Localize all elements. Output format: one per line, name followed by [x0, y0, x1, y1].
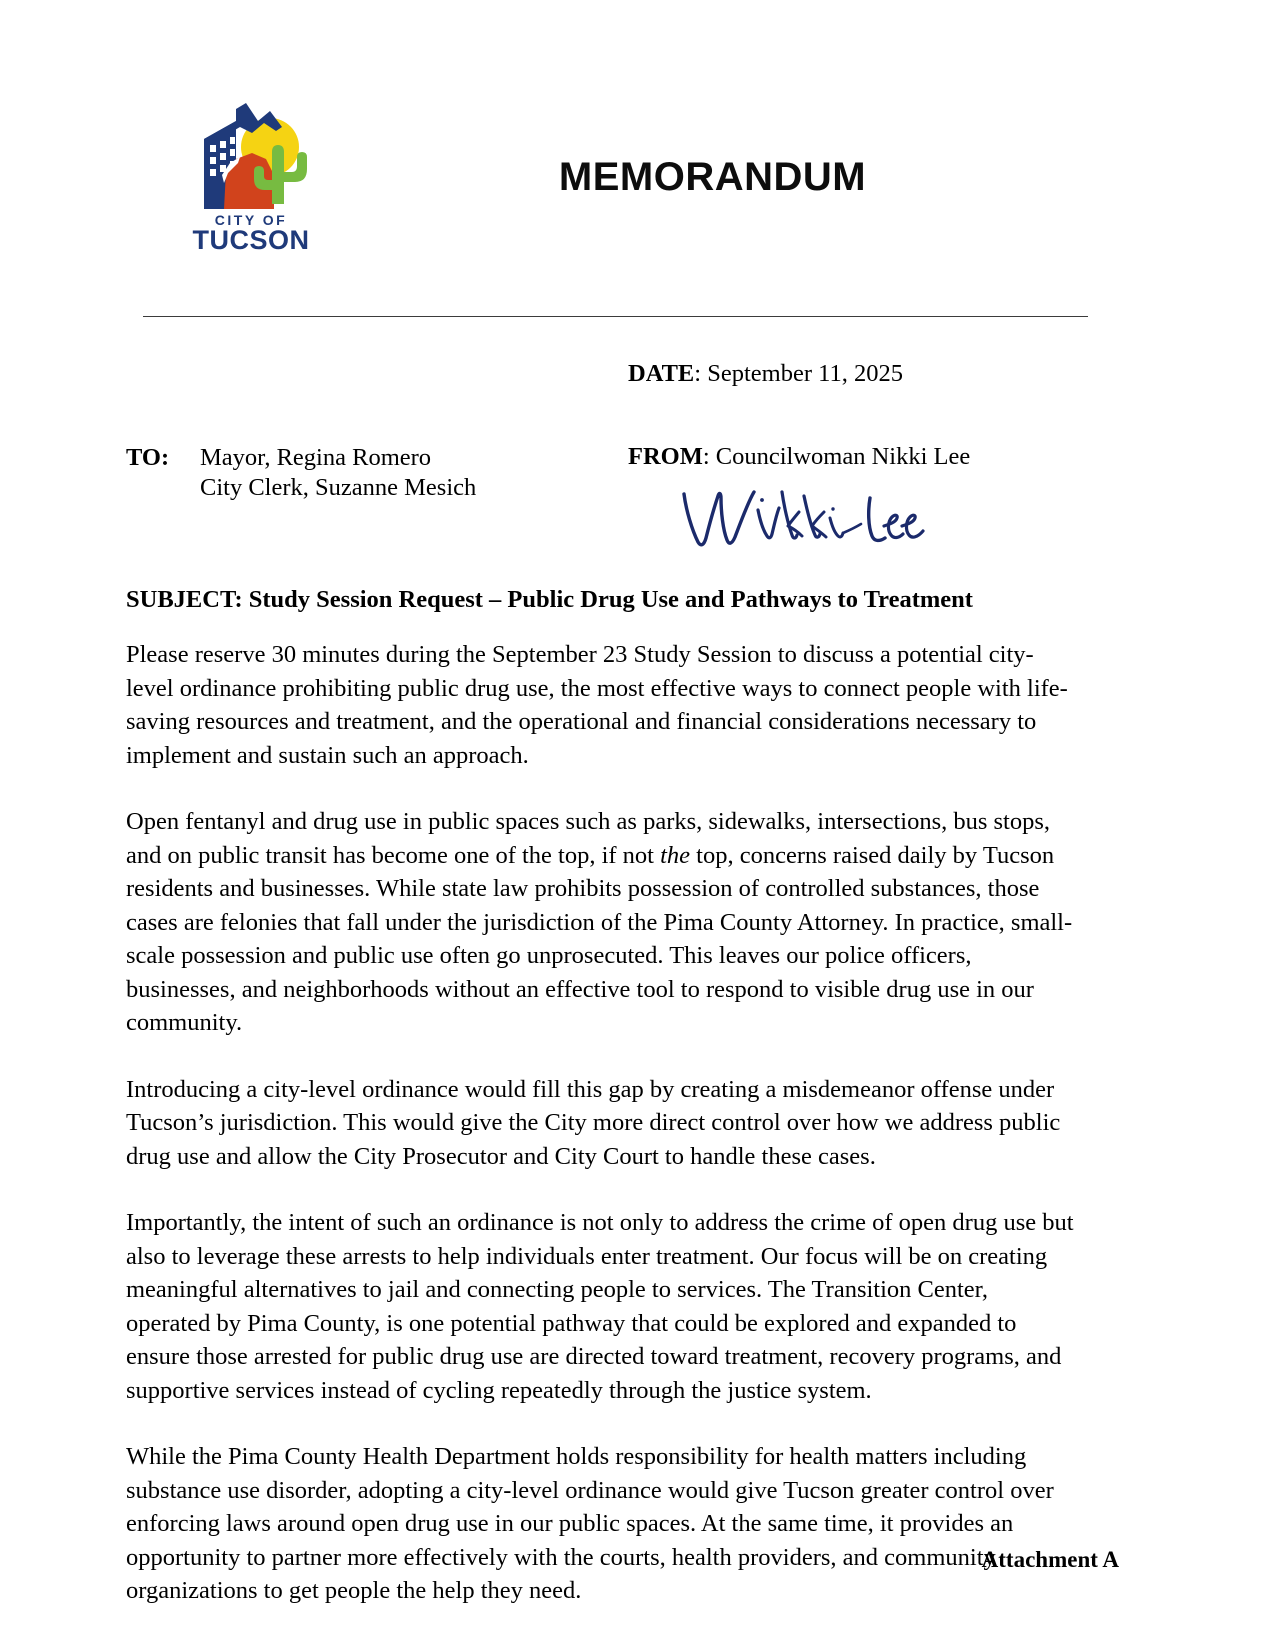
date-line: [628, 360, 903, 388]
header-divider: [143, 316, 1088, 317]
from-value: Councilwoman Nikki Lee: [715, 443, 971, 470]
logo-tucson-text: TUCSON: [192, 225, 310, 252]
body-paragraph-2-emphasis: the: [660, 841, 691, 869]
from-colon: :: [702, 443, 716, 470]
attachment-label: Attachment A: [981, 1547, 1119, 1572]
to-label: TO:: [126, 444, 170, 471]
memo-header: [0, 0, 1265, 252]
from-line: [628, 443, 970, 471]
body-paragraph-3: Introducing a city-level ordinance would fill this gap by creating a misdemeanor offense under Tucson’s jurisdiction. This would give the City more direct control over how we address public drug use and allow the City Prosecutor and City Court to handle these cases.: [126, 1075, 1061, 1170]
body-paragraph-1: Please reserve 30 minutes during the September 23 Study Session to discuss a potential city-level ordinance prohibiting public drug use, the most effective ways to connect people with life-saving resources and treatment, and the operational and financial considerations necessary to implement and sustain such an approach.: [126, 641, 1068, 769]
to-block: [126, 443, 476, 503]
from-label: FROM: [628, 443, 703, 470]
page-title: MEMORANDUM: [558, 155, 867, 199]
to-recipient-2: City Clerk, Suzanne Mesich: [200, 474, 477, 501]
date-value: September 11, 2025: [707, 360, 903, 387]
to-row-1: [126, 443, 476, 473]
subject-line: SUBJECT: Study Session Request – Public Drug Use and Pathways to Treatment: [126, 586, 973, 613]
signature-image: [678, 486, 928, 554]
date-colon: :: [694, 360, 708, 387]
date-label: DATE: [628, 360, 695, 387]
to-row-2: [126, 473, 476, 503]
memo-body: [126, 638, 1074, 1608]
body-paragraph-2: [126, 805, 1074, 1040]
logo-city-of-text: CITY OF: [214, 212, 288, 228]
body-paragraph-2-part2: top, concerns raised daily by Tucson residents and businesses. While state law prohibits possession of controlled substances, those cases are felonies that fall under the jurisdiction of the Pima County Attorney. In practice, small-scale possession and public use often go unprosecuted. This leaves our police officers, businesses, and neighborhoods without an effective tool to respond to visible drug use in our community.: [126, 841, 1073, 1036]
to-recipient-1: Mayor, Regina Romero: [200, 444, 432, 471]
body-paragraph-2-part1: Open fentanyl and drug use in public spaces such as parks, sidewalks, intersections, bus stops, and on public transit has become one of the top, if not: [126, 808, 1051, 869]
to-label-spacer: [126, 473, 200, 503]
body-paragraph-5: While the Pima County Health Department holds responsibility for health matters including substance use disorder, adopting a city-level ordinance would give Tucson greater control over enforcing laws around open drug use in our public spaces. At the same time, it provides an opportunity to partner more effectively with the courts, health providers, and community organizations to get people the help they need.: [126, 1443, 1054, 1604]
body-paragraph-4: Importantly, the intent of such an ordinance is not only to address the crime of open drug use but also to leverage these arrests to help individuals enter treatment. Our focus will be on creating meaningful alternatives to jail and connecting people to services. The Transition Center, operated by Pima County, is one potential pathway that could be explored and expanded to ensure those arrested for public drug use are directed toward treatment, recovery programs, and supportive services instead of cycling repeatedly through the justice system.: [126, 1209, 1074, 1404]
